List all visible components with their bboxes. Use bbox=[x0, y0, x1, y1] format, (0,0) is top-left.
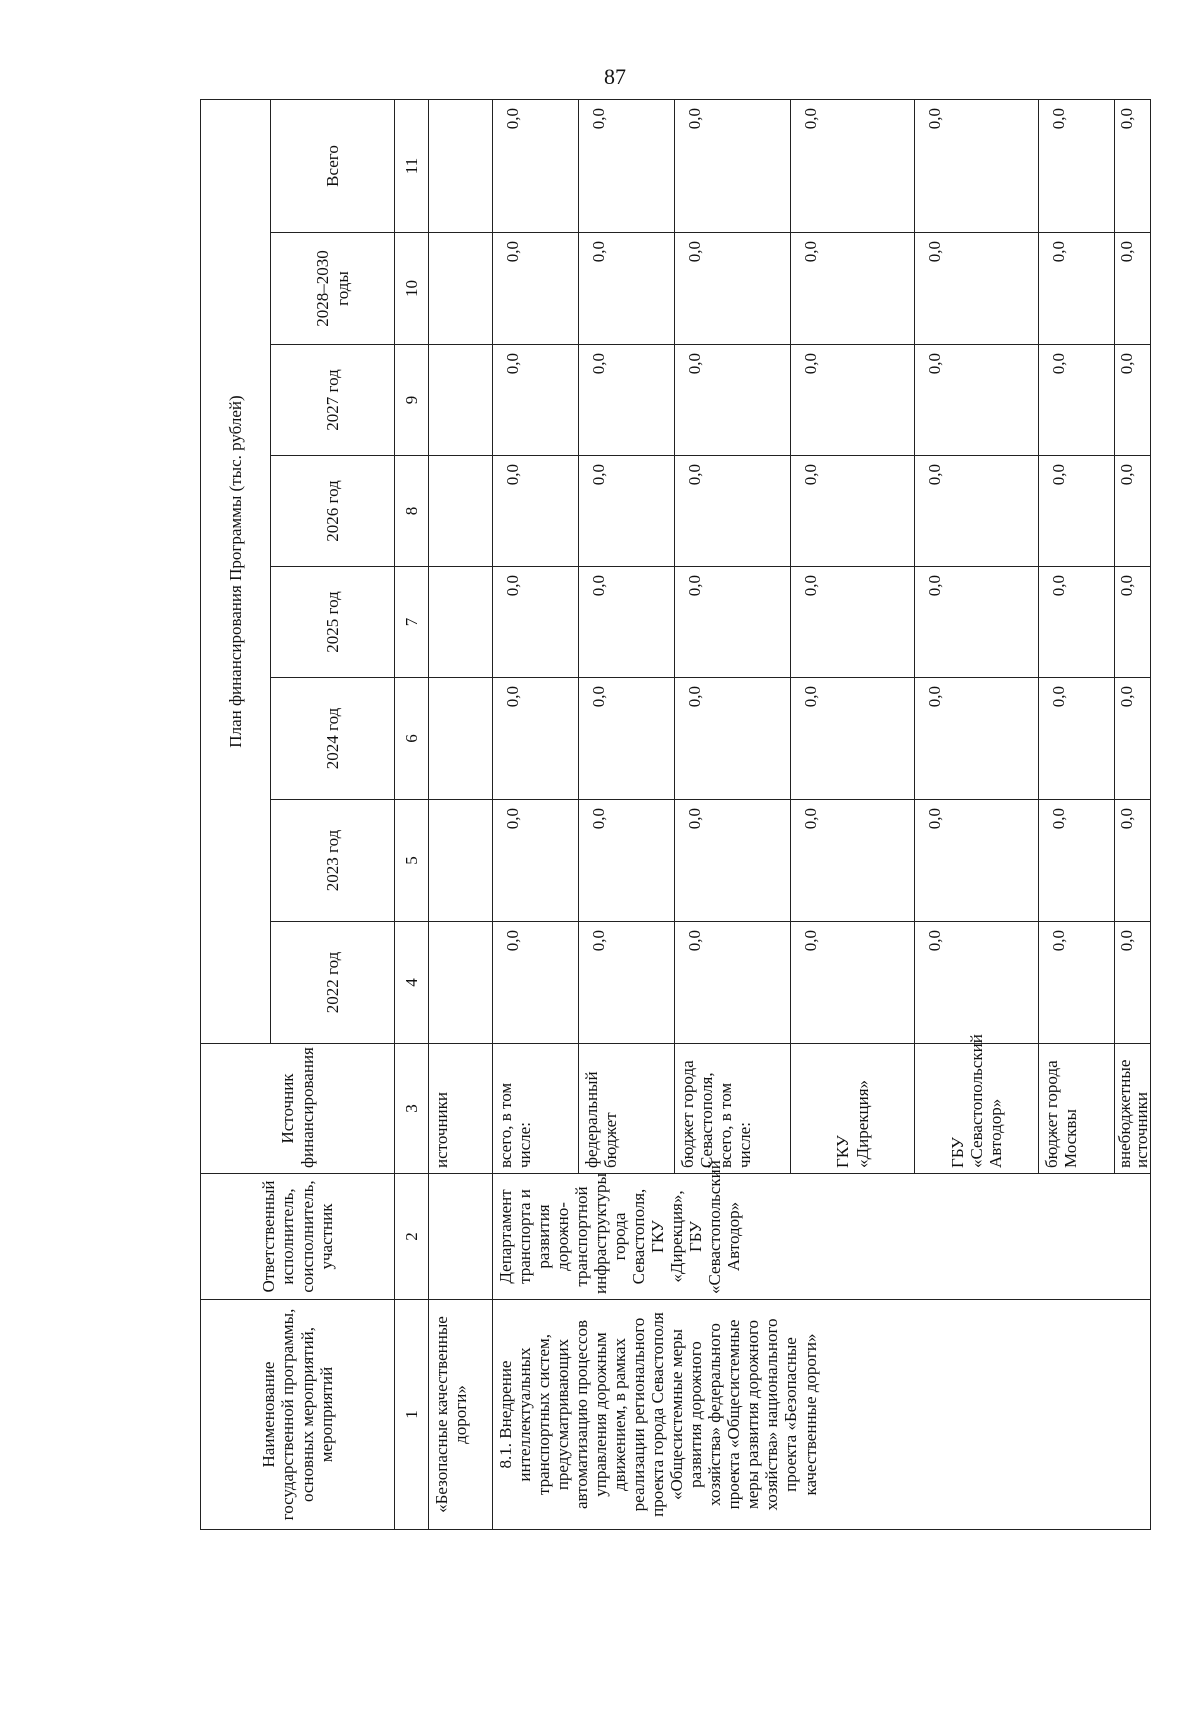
value-cell: 0,0 bbox=[1115, 567, 1151, 678]
column-number: 3 bbox=[395, 1044, 429, 1174]
source-cell: федеральный бюджет bbox=[579, 1044, 675, 1174]
value-cell: 0,0 bbox=[493, 345, 579, 456]
value-cell: 0,0 bbox=[579, 800, 675, 922]
empty-cell bbox=[429, 345, 493, 456]
value-cell: 0,0 bbox=[493, 800, 579, 922]
measure-name: 8.1. Внедрение интеллектуальных транспортных систем, предусматривающих автоматизацию процессов управления дорожным движением, в рамках реализации регионального проекта города Севастополя «Общесистемные меры развития дорожного хозяйства» федерального проекта «Общесистемные меры развития дорожного хозяйства» национального проекта «Безопасные качественные дороги» bbox=[493, 1300, 1151, 1530]
value-cell: 0,0 bbox=[493, 678, 579, 800]
empty-cell bbox=[429, 456, 493, 567]
column-number: 7 bbox=[395, 567, 429, 678]
column-number: 1 bbox=[395, 1300, 429, 1530]
value-cell: 0,0 bbox=[915, 456, 1039, 567]
column-number: 10 bbox=[395, 233, 429, 345]
value-cell: 0,0 bbox=[1115, 678, 1151, 800]
value-cell: 0,0 bbox=[915, 678, 1039, 800]
continuation-name: «Безопасные качественные дороги» bbox=[429, 1300, 493, 1530]
value-cell: 0,0 bbox=[579, 345, 675, 456]
measure-executor: Департамент транспорта и развития дорожно-транспортной инфраструктуры города Севастополя, ГКУ «Дирекция», ГБУ «Севастопольский Автодор» bbox=[493, 1174, 1151, 1300]
value-cell: 0,0 bbox=[493, 567, 579, 678]
header-year: 2023 год bbox=[271, 800, 395, 922]
column-number: 6 bbox=[395, 678, 429, 800]
empty-cell bbox=[429, 100, 493, 233]
column-number: 4 bbox=[395, 922, 429, 1044]
value-cell: 0,0 bbox=[791, 800, 915, 922]
value-cell: 0,0 bbox=[1039, 233, 1115, 345]
value-cell: 0,0 bbox=[675, 100, 791, 233]
header-executor: Ответственный исполнитель, соисполнитель, участник bbox=[201, 1174, 395, 1300]
header-total: Всего bbox=[271, 100, 395, 233]
empty-cell bbox=[429, 922, 493, 1044]
header-plan: План финансирования Программы (тыс. рублей) bbox=[201, 100, 271, 1044]
source-cell: ГБУ «Севастопольский Автодор» bbox=[915, 1044, 1039, 1174]
column-number: 8 bbox=[395, 456, 429, 567]
value-cell: 0,0 bbox=[675, 678, 791, 800]
value-cell: 0,0 bbox=[579, 233, 675, 345]
value-cell: 0,0 bbox=[915, 567, 1039, 678]
value-cell: 0,0 bbox=[791, 100, 915, 233]
header-year: 2028–2030 годы bbox=[271, 233, 395, 345]
column-number: 11 bbox=[395, 100, 429, 233]
value-cell: 0,0 bbox=[579, 678, 675, 800]
value-cell: 0,0 bbox=[1039, 800, 1115, 922]
value-cell: 0,0 bbox=[579, 100, 675, 233]
value-cell: 0,0 bbox=[675, 800, 791, 922]
source-cell: бюджет города Севастополя, всего, в том числе: bbox=[675, 1044, 791, 1174]
value-cell: 0,0 bbox=[675, 345, 791, 456]
value-cell: 0,0 bbox=[493, 456, 579, 567]
header-year: 2026 год bbox=[271, 456, 395, 567]
value-cell: 0,0 bbox=[579, 567, 675, 678]
continuation-executor bbox=[429, 1174, 493, 1300]
empty-cell bbox=[429, 233, 493, 345]
column-number: 2 bbox=[395, 1174, 429, 1300]
header-year: 2024 год bbox=[271, 678, 395, 800]
value-cell: 0,0 bbox=[915, 233, 1039, 345]
value-cell: 0,0 bbox=[791, 922, 915, 1044]
column-number: 9 bbox=[395, 345, 429, 456]
header-source: Источник финансирования bbox=[201, 1044, 395, 1174]
header-year: 2027 год bbox=[271, 345, 395, 456]
value-cell: 0,0 bbox=[791, 345, 915, 456]
value-cell: 0,0 bbox=[493, 922, 579, 1044]
header-year: 2022 год bbox=[271, 922, 395, 1044]
financing-table bbox=[200, 99, 1151, 1530]
value-cell: 0,0 bbox=[675, 922, 791, 1044]
rotated-table-frame bbox=[200, 100, 1151, 1530]
value-cell: 0,0 bbox=[493, 233, 579, 345]
value-cell: 0,0 bbox=[791, 456, 915, 567]
value-cell: 0,0 bbox=[791, 233, 915, 345]
value-cell: 0,0 bbox=[1039, 922, 1115, 1044]
column-number: 5 bbox=[395, 800, 429, 922]
value-cell: 0,0 bbox=[1115, 345, 1151, 456]
empty-cell bbox=[429, 678, 493, 800]
source-cell: всего, в том числе: bbox=[493, 1044, 579, 1174]
value-cell: 0,0 bbox=[579, 922, 675, 1044]
value-cell: 0,0 bbox=[493, 100, 579, 233]
source-cell: бюджет города Москвы bbox=[1039, 1044, 1115, 1174]
value-cell: 0,0 bbox=[915, 922, 1039, 1044]
value-cell: 0,0 bbox=[579, 456, 675, 567]
source-cell: внебюджетные источники bbox=[1115, 1044, 1151, 1174]
continuation-source: источники bbox=[429, 1044, 493, 1174]
value-cell: 0,0 bbox=[1115, 456, 1151, 567]
value-cell: 0,0 bbox=[1039, 567, 1115, 678]
empty-cell bbox=[429, 800, 493, 922]
value-cell: 0,0 bbox=[1115, 100, 1151, 233]
value-cell: 0,0 bbox=[791, 678, 915, 800]
header-name: Наименование государственной программы, основных мероприятий, мероприятий bbox=[201, 1300, 395, 1530]
page-number: 87 bbox=[604, 64, 626, 89]
value-cell: 0,0 bbox=[675, 456, 791, 567]
value-cell: 0,0 bbox=[915, 345, 1039, 456]
value-cell: 0,0 bbox=[791, 567, 915, 678]
value-cell: 0,0 bbox=[1039, 678, 1115, 800]
value-cell: 0,0 bbox=[675, 567, 791, 678]
value-cell: 0,0 bbox=[1115, 233, 1151, 345]
value-cell: 0,0 bbox=[915, 800, 1039, 922]
header-year: 2025 год bbox=[271, 567, 395, 678]
value-cell: 0,0 bbox=[675, 233, 791, 345]
empty-cell bbox=[429, 567, 493, 678]
value-cell: 0,0 bbox=[915, 100, 1039, 233]
value-cell: 0,0 bbox=[1039, 456, 1115, 567]
source-cell: ГКУ «Дирекция» bbox=[791, 1044, 915, 1174]
value-cell: 0,0 bbox=[1115, 922, 1151, 1044]
value-cell: 0,0 bbox=[1039, 345, 1115, 456]
value-cell: 0,0 bbox=[1039, 100, 1115, 233]
value-cell: 0,0 bbox=[1115, 800, 1151, 922]
